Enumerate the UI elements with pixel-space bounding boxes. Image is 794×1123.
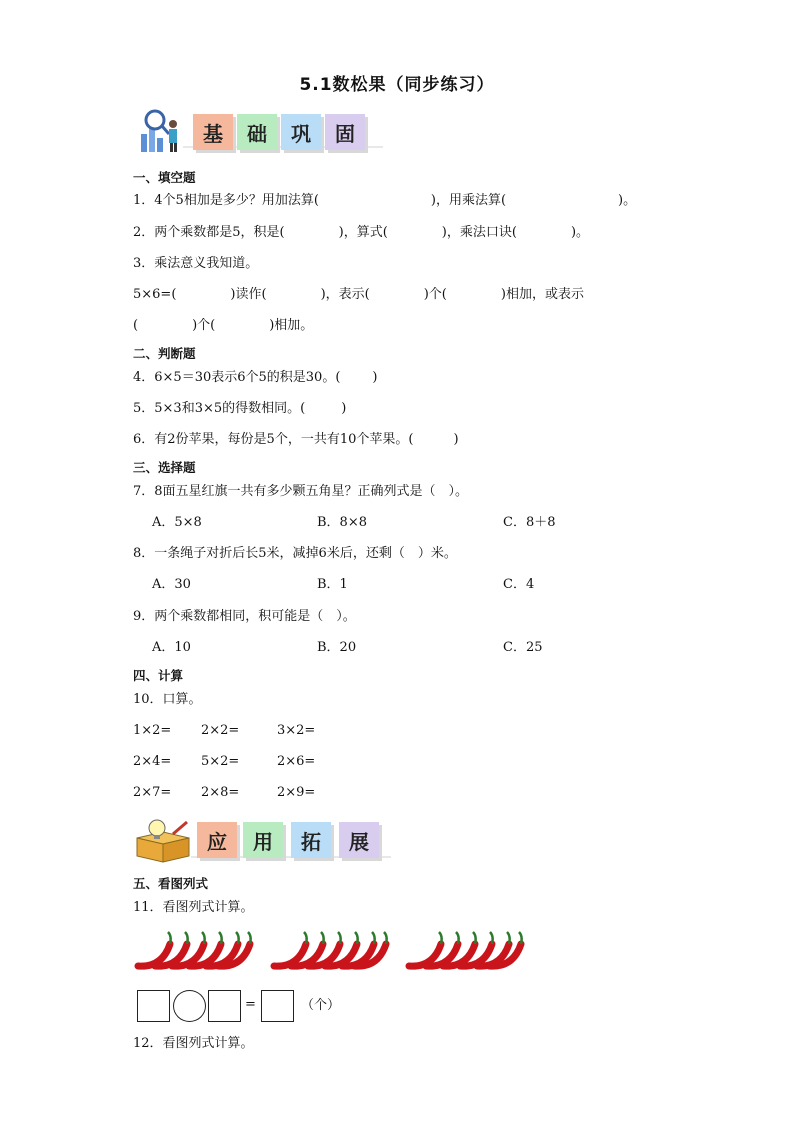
operator-circle[interactable] (173, 990, 206, 1022)
answer-box-1[interactable] (137, 990, 170, 1022)
calc-cell: 5×2= (201, 754, 240, 769)
pepper-icon (274, 932, 307, 966)
banner1-tile-2: 础 (237, 114, 277, 150)
q9-option-a: A．10 (152, 640, 191, 655)
q5-text: 5．5×3和3×5的得数相同。( (133, 401, 306, 416)
q3-l1-b: )读作( (230, 287, 267, 302)
section-heading-2: 二、判断题 (133, 346, 196, 361)
q7-option-b: B．8×8 (317, 515, 367, 530)
banner2-tile-2: 用 (243, 822, 283, 858)
q3-l1-a: 5×6=( (133, 287, 177, 302)
question-9: 9．两个乘数都相同，积可能是（ ）。 (133, 609, 356, 624)
question-4 (133, 370, 377, 386)
q2-part-b: )，算式( (338, 225, 388, 240)
q2-part-c: )，乘法口诀( (441, 225, 517, 240)
pepper-group-2 (268, 928, 393, 976)
pepper-icon (409, 932, 442, 966)
page-title: 5.1数松果（同步练习） (299, 75, 495, 95)
calc-cell: 2×2= (201, 723, 240, 738)
q3-l2-b: )个( (192, 318, 216, 333)
q6-end: ) (453, 432, 459, 447)
banner1-tile-1: 基 (193, 114, 233, 150)
q5-end: ) (341, 401, 347, 416)
q3-l2-a: ( (133, 318, 139, 333)
lightbulb-box-icon (133, 818, 193, 864)
question-2 (133, 225, 589, 241)
q3-l1-d: )个( (423, 287, 447, 302)
q7-option-a: A．5×8 (152, 515, 202, 530)
pepper-icon (138, 932, 171, 966)
answer-box-2[interactable] (208, 990, 241, 1022)
q6-text: 6．有2份苹果，每份是5个，一共有10个苹果。( (133, 432, 414, 447)
q2-part-a: 2．两个乘数都是5，积是( (133, 225, 285, 240)
section-heading-3: 三、选择题 (133, 460, 196, 475)
question-6 (133, 432, 459, 448)
section-heading-1: 一、填空题 (133, 170, 196, 185)
question-10: 10．口算。 (133, 692, 202, 707)
calc-cell: 2×6= (277, 754, 316, 769)
q9-option-c: C．25 (503, 640, 543, 655)
calc-cell: 1×2= (133, 723, 172, 738)
calc-cell: 2×7= (133, 785, 172, 800)
q7-option-c: C．8＋8 (503, 515, 556, 530)
banner2-tile-3: 拓 (291, 822, 331, 858)
calc-cell: 3×2= (277, 723, 316, 738)
question-5 (133, 401, 346, 417)
answer-box-3[interactable] (261, 990, 294, 1022)
question-7: 7．8面五星红旗一共有多少颗五角星？正确列式是（ ）。 (133, 484, 469, 499)
question-8: 8．一条绳子对折后长5米，减掉6米后，还剩（ ）米。 (133, 546, 457, 561)
question-12: 12．看图列式计算。 (133, 1036, 254, 1051)
banner2-tile-4: 展 (339, 822, 379, 858)
banner1-tile-3: 巩 (281, 114, 321, 150)
q9-option-b: B．20 (317, 640, 357, 655)
question-3-line-1 (133, 287, 584, 303)
banner1-tile-4: 固 (325, 114, 365, 150)
q8-option-a: A．30 (152, 577, 191, 592)
q4-end: ) (372, 370, 378, 385)
q8-option-b: B．1 (317, 577, 348, 592)
q4-text: 4．6×5＝30表示6个5的积是30。( (133, 370, 341, 385)
pepper-group-1 (132, 928, 257, 976)
calc-cell: 2×4= (133, 754, 172, 769)
question-1 (133, 193, 636, 209)
q1-part-c: )。 (618, 193, 637, 208)
question-3-line-2 (133, 318, 313, 334)
magnifier-chart-icon (133, 108, 185, 154)
q1-part-a: 1．4个5相加是多少？用加法算( (133, 193, 319, 208)
unit-label: （个） (301, 998, 341, 1013)
q2-part-d: )。 (570, 225, 590, 240)
calc-cell: 2×8= (201, 785, 240, 800)
q1-part-b: )，用乘法算( (430, 193, 507, 208)
section-heading-4: 四、计算 (133, 668, 184, 683)
q3-l1-c: )，表示( (320, 287, 370, 302)
equals-sign: = (245, 997, 256, 1012)
pepper-group-3 (403, 928, 528, 976)
section-heading-5: 五、看图列式 (133, 876, 209, 891)
calc-cell: 2×9= (277, 785, 316, 800)
question-11: 11．看图列式计算。 (133, 900, 254, 915)
banner2-tile-1: 应 (197, 822, 237, 858)
q8-option-c: C．4 (503, 577, 535, 592)
q3-l1-e: )相加，或表示 (500, 287, 584, 302)
q3-l2-c: )相加。 (269, 318, 314, 333)
question-3-head: 3．乘法意义我知道。 (133, 256, 259, 271)
